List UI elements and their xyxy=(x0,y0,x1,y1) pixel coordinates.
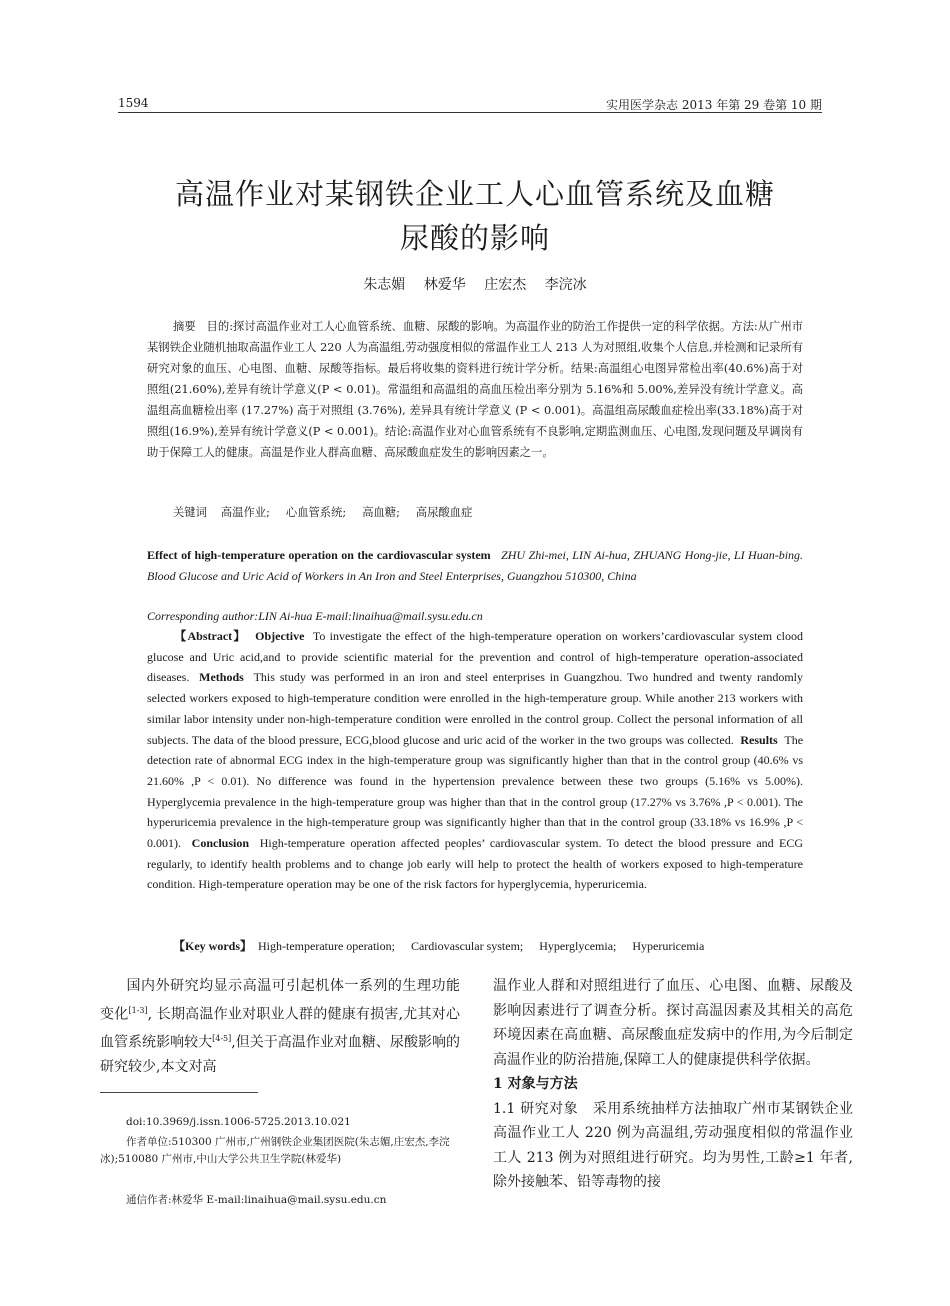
en-objective-label: Objective xyxy=(255,629,305,643)
journal-header: 实用医学杂志 2013 年第 29 卷第 10 期 xyxy=(606,98,822,112)
title-line-1: 高温作业对某钢铁企业工人心血管系统及血糖 xyxy=(174,177,775,211)
cn-keywords-label: 关键词 xyxy=(173,506,207,519)
intro-text: ,但关于高温作业对血糖、尿酸影响的研究较少,本文对高 xyxy=(100,1034,460,1075)
section-heading: 1 对象与方法 xyxy=(493,1076,578,1092)
cn-keyword: 高温作业; xyxy=(220,506,270,519)
author-list: 朱志媚 林爱华 庄宏杰 李浣冰 xyxy=(363,277,587,293)
cn-keyword: 高血糖; xyxy=(362,506,400,519)
footnote-rule xyxy=(100,1092,258,1093)
citation: [4-5] xyxy=(212,1033,232,1043)
chinese-abstract xyxy=(147,316,803,463)
en-keyword: Hyperglycemia; xyxy=(539,939,617,953)
title-line-2: 尿酸的影响 xyxy=(399,221,550,255)
english-title-block xyxy=(147,545,803,586)
header-rule xyxy=(118,112,822,113)
footnote-affiliation xyxy=(100,1134,460,1168)
corresponding-text: 通信作者:林爱华 E-mail:linaihua@mail.sysu.edu.cn xyxy=(126,1194,387,1206)
english-abstract xyxy=(147,626,803,895)
chinese-keywords xyxy=(147,502,803,523)
subsection-paragraph xyxy=(493,1097,853,1195)
cn-keyword: 心血管系统; xyxy=(285,506,347,519)
en-methods-label: Methods xyxy=(199,670,244,685)
en-abstract-label: 【Abstract】 xyxy=(173,629,247,643)
citation: [1-3] xyxy=(128,1005,148,1015)
en-keyword: Hyperuricemia xyxy=(632,939,705,953)
footnote-corresponding xyxy=(100,1192,460,1209)
paper-title xyxy=(100,172,850,260)
english-authors: ZHU Zhi-mei, LIN Ai-hua, ZHUANG Hong-jie, LI Huan-bing. Blood Glucose and Uric Acid of Workers in An Iron and Steel Enterprises, Guangzhou 510300, China xyxy=(147,548,804,583)
en-keyword: Cardiovascular system; xyxy=(410,939,524,953)
english-title: Effect of high-temperature operation on the cardiovascular system xyxy=(147,548,491,562)
intro-continued: 温作业人群和对照组进行了血压、心电图、血糖、尿酸及影响因素进行了调查分析。探讨高温因素及其相关的高危环境因素在高血糖、高尿酸血症发病中的作用,为今后制定高温作业的防治措施,保障工人的健康提供科学依据。 xyxy=(493,978,853,1068)
subsection-label: 1.1 研究对象 xyxy=(493,1100,579,1117)
en-results-label: Results xyxy=(740,732,778,747)
affiliation-text: 作者单位:510300 广州市,广州钢铁企业集团医院(朱志媚,庄宏杰,李浣冰);510080 广州市,中山大学公共卫生学院(林爱华) xyxy=(100,1136,450,1165)
en-keyword: High-temperature operation; xyxy=(258,939,395,953)
cn-abstract-text: 目的:探讨高温作业对工人心血管系统、血糖、尿酸的影响。为高温作业的防治工作提供一定的科学依据。方法:从广州市某钢铁企业随机抽取高温作业工人 220 人为高温组,劳动强度相似的常温作业工人 213 人为对照组,收集个人信息,并检测和记录所有研究对象的血压、心电图、血糖、尿酸等指标。最后将收集的资料进行统计学分析。结果:高温组心电图异常检出率(40.6%)高于对照组(21.60%),差异有统计学意义(P < 0.01)。常温组和高温组的高血压检出率分别为 5.16%和 5.00%,差异没有统计学意义。高温组高血糖检出率 (17.27%) 高于对照组 (3.76%), 差异具有统计学意义 (P < 0.001)。高温组高尿酸血症检出率(33.18%)高于对照组(16.9%),差异有统计学意义(P < 0.001)。结论:高温作业对心血管系统有不良影响,定期监测血压、心电图,发现问题及早调岗有助于保障工人的健康。高温是作业人群高血糖、高尿酸血症发生的影响因素之一。 xyxy=(147,320,803,459)
en-results: The detection rate of abnormal ECG index in the high-temperature group was significantly higher than that in the control group (40.6% vs 21.60% ,P < 0.01). No difference was found in the hypertension prevalence between these two groups (5.16% vs 5.00%). Hyperglycemia prevalence in the high-temperature group was higher than that in the control group (17.27% vs 3.76% ,P < 0.001). The hyperuricemia prevalence in the high-temperature group was significantly higher than that in the control group (33.18% vs 16.9% ,P < 0.001). xyxy=(147,732,804,851)
intro-text: , 长期高温作业对职业人群的健康有损害,尤其对心血管系统影响较大 xyxy=(100,1006,460,1051)
subsection-text: 采用系统抽样方法抽取广州市某钢铁企业高温作业工人 220 例为高温组,劳动强度相似的常温作业工人 213 例为对照组进行研究。均为男性,工龄≥1 年者,除外接触苯、铅等毒物的接 xyxy=(493,1100,853,1190)
english-corresponding: Corresponding author:LIN Ai-hua E-mail:linaihua@mail.sysu.edu.cn xyxy=(147,609,483,623)
footnote-doi xyxy=(100,1114,460,1131)
intro-text: 国内外研究均显示高温可引起机体一系列的生理功能变化 xyxy=(100,978,460,1023)
en-conclusion: High-temperature operation affected peoples’ cardiovascular system. To detect the blood pressure and ECG regularly, to identify health problems and to change job early will help to protect the health of workers exposed to high-temperature condition. High-temperature operation may be one of the risk factors for hyperglycemia, hyperuricemia. xyxy=(147,836,804,892)
cn-abstract-label: 摘要 xyxy=(173,320,196,333)
en-keywords-label: 【Key words】 xyxy=(173,939,252,953)
en-objective: To investigate the effect of the high-temperature operation on workers’cardiovascular system clood glucose and Uric acid,and to provide scientific material for the prevention and control of high-temperature operation-associated diseases. xyxy=(147,629,803,685)
cn-keyword: 高尿酸血症 xyxy=(415,506,473,519)
doi-text: doi:10.3969/j.issn.1006-5725.2013.10.021 xyxy=(126,1116,351,1128)
english-keywords xyxy=(147,936,803,957)
body-column-right xyxy=(493,974,853,1195)
en-conclusion-label: Conclusion xyxy=(191,836,250,851)
page-number: 1594 xyxy=(118,96,149,110)
en-methods: This study was performed in an iron and steel enterprises in Guangzhou. Two hundred and twenty randomly selected workers exposed to high-temperature condition were enrolled in the high-temperature group. While another 213 workers with similar labor intensity under non-high-temperature condition were enrolled in the control group. Collect the personal information of all subjects. The data of the blood pressure, ECG,blood glucose and uric acid of the worker in the two groups was collected. xyxy=(147,670,804,747)
body-column-left xyxy=(100,974,460,1079)
